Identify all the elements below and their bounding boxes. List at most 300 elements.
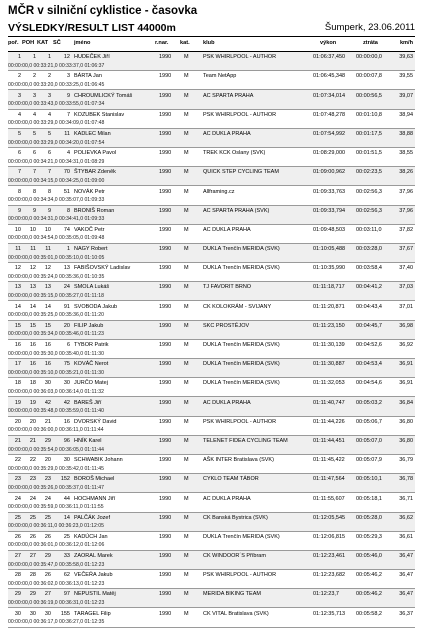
- finish-time: 01:12:06,815: [313, 533, 346, 540]
- gender-position: 5: [32, 130, 36, 137]
- time-gap: 00:05:10,1: [356, 476, 382, 483]
- finish-time: 01:11:30,887: [313, 361, 345, 368]
- average-speed: 36,91: [399, 361, 413, 368]
- split-times: 00:00:00,0 00:33:29,0 00:34:09,0 01:07:48: [8, 120, 105, 127]
- category-position: 27: [44, 591, 51, 598]
- start-number: 8: [66, 207, 70, 214]
- time-gap: 00:05:06,7: [356, 418, 382, 425]
- start-number: 155: [60, 610, 70, 617]
- category: M: [184, 169, 189, 176]
- category-position: 2: [47, 73, 51, 80]
- category-position: 15: [44, 322, 51, 329]
- average-speed: 37,01: [399, 303, 413, 310]
- position: 20: [14, 418, 21, 425]
- club: DUKLA Trenčín MERIDA (SVK): [203, 265, 280, 272]
- position: 23: [14, 476, 21, 483]
- gender-position: 14: [29, 303, 36, 310]
- start-number: 20: [63, 322, 70, 329]
- category-position: 30: [44, 380, 51, 387]
- gender-position: 26: [29, 533, 36, 540]
- gender-position: 12: [29, 265, 36, 272]
- table-row: [8, 397, 415, 416]
- gender-position: 10: [29, 226, 36, 233]
- table-row: [8, 359, 415, 378]
- col-rnar: r.nar.: [155, 40, 169, 46]
- col-kat: KAT: [37, 40, 49, 46]
- position: 21: [14, 437, 21, 444]
- birth-year: 1990: [159, 92, 172, 99]
- gender-position: 19: [29, 399, 36, 406]
- finish-time: 01:12:23,682: [313, 572, 346, 579]
- birth-year: 1990: [159, 457, 172, 464]
- col-kmh: km/h: [399, 40, 413, 46]
- gender-position: 2: [32, 73, 36, 80]
- category: M: [184, 54, 189, 61]
- gender-position: 7: [32, 169, 36, 176]
- category-position: 14: [44, 303, 51, 310]
- rider-name: CHROUMLICKÝ Tomáš: [74, 92, 133, 99]
- split-times: 00:00:00,0 00:34:21,0 00:34:31,0 01:08:29: [8, 158, 105, 165]
- rider-name: FILIP Jakub: [74, 322, 104, 329]
- category: M: [184, 130, 189, 137]
- time-gap: 00:00:00,0: [356, 54, 382, 61]
- club: AC SPARTA PRAHA (SVK): [203, 207, 270, 214]
- gender-position: 30: [29, 610, 36, 617]
- rider-name: KOZUBEK Stanislav: [74, 111, 125, 118]
- average-speed: 39,55: [399, 73, 413, 80]
- average-speed: 36,92: [399, 342, 413, 348]
- gender-position: 8: [32, 188, 36, 195]
- finish-time: 01:12:35,713: [313, 610, 346, 617]
- split-times: 00:00:00,0 00:33:21,0 00:33:37,0 01:06:37: [8, 62, 105, 69]
- average-speed: 36,80: [399, 418, 413, 425]
- split-times: 00:00:00,0 00:35:54,0 00:36:05,0 01:11:44: [8, 446, 104, 453]
- category: M: [184, 92, 189, 99]
- time-gap: 00:05:58,2: [356, 610, 382, 617]
- category-position: 9: [47, 207, 51, 214]
- birth-year: 1990: [159, 495, 172, 502]
- finish-time: 01:11:47,564: [313, 476, 345, 483]
- club: PSK WHIRLPOOL - AUTHOR: [203, 418, 277, 425]
- birth-year: 1990: [159, 265, 172, 272]
- table-row: [8, 340, 415, 359]
- position: 6: [17, 150, 21, 157]
- start-number: 30: [63, 457, 70, 464]
- table-row: [8, 301, 415, 320]
- finish-time: 01:08:29,000: [313, 150, 346, 157]
- start-number: 75: [63, 361, 70, 368]
- start-number: 42: [63, 399, 70, 406]
- category: M: [184, 572, 189, 579]
- average-speed: 37,40: [399, 265, 413, 272]
- category: M: [184, 610, 189, 617]
- finish-time: 01:11:32,053: [313, 380, 345, 387]
- col-sc: SČ: [53, 40, 61, 46]
- gender-position: 1: [32, 54, 36, 61]
- category-position: 24: [44, 495, 51, 502]
- start-number: 96: [63, 437, 70, 444]
- club: DUKLA Trenčín MERIDA (SVK): [203, 533, 280, 540]
- time-gap: 00:04:43,4: [356, 303, 382, 310]
- col-poh: POH: [22, 40, 35, 46]
- club: PSK WHIRLPOOL - AUTHOR: [203, 111, 277, 118]
- time-gap: 00:04:52,6: [356, 342, 382, 348]
- split-times: 00:00:00,0 00:34:31,0 00:34:41,0 01:09:33: [8, 216, 105, 223]
- col-kat2: kat.: [180, 40, 190, 46]
- rider-name: FABIŠOVSKÝ Ladislav: [74, 265, 131, 272]
- rider-name: NEPUSTIL Matěj: [74, 591, 116, 598]
- birth-year: 1990: [159, 284, 172, 291]
- rider-name: KADLEC Milan: [74, 130, 111, 137]
- birth-year: 1990: [159, 169, 172, 176]
- birth-year: 1990: [159, 514, 172, 521]
- birth-year: 1990: [159, 322, 172, 329]
- position: 3: [17, 92, 21, 99]
- gender-position: 18: [29, 380, 36, 387]
- table-row: [8, 90, 415, 109]
- club: AC DUKLA PRAHA: [203, 226, 251, 233]
- table-row: [8, 417, 415, 436]
- finish-time: 01:11:18,717: [313, 284, 345, 291]
- rider-name: DVORSKÝ David: [74, 418, 117, 425]
- gender-position: 25: [29, 514, 36, 521]
- table-row: [8, 378, 415, 397]
- start-number: 13: [63, 265, 70, 272]
- start-number: 3: [66, 73, 70, 80]
- time-gap: 00:05:03,2: [356, 399, 382, 406]
- rider-name: TARAGEL Filip: [74, 610, 111, 617]
- category: M: [184, 207, 189, 214]
- rider-name: JURČO Matej: [74, 380, 108, 387]
- average-speed: 38,55: [399, 150, 413, 157]
- average-speed: 36,84: [399, 399, 413, 406]
- time-gap: 00:01:17,5: [356, 130, 382, 137]
- gender-position: 11: [30, 246, 36, 253]
- category: M: [184, 514, 189, 521]
- birth-year: 1990: [159, 342, 172, 348]
- start-number: 24: [63, 284, 70, 291]
- table-row: [8, 513, 415, 532]
- birth-year: 1990: [159, 476, 172, 483]
- birth-year: 1990: [159, 188, 172, 195]
- rider-name: BRONIŠ Roman: [74, 207, 115, 214]
- club: PSK WHIRLPOOL - AUTHOR: [203, 572, 277, 579]
- average-speed: 39,07: [399, 92, 413, 99]
- time-gap: 00:03:28,0: [356, 246, 382, 253]
- split-times: 00:00:00,0 00:34:54,0 00:35:05,0 01:09:48: [8, 235, 105, 242]
- birth-year: 1990: [159, 553, 172, 560]
- average-speed: 36,47: [399, 591, 413, 598]
- category: M: [184, 495, 189, 502]
- finish-time: 01:11:40,747: [313, 399, 345, 406]
- birth-year: 1990: [159, 591, 172, 598]
- time-gap: 00:04:54,6: [356, 380, 382, 387]
- col-ztrata: ztráta: [363, 40, 378, 46]
- category-position: 25: [44, 514, 51, 521]
- position: 9: [17, 207, 21, 214]
- club: Team NetApp: [203, 73, 237, 80]
- position: 25: [14, 514, 21, 521]
- birth-year: 1990: [159, 226, 172, 233]
- birth-year: 1990: [159, 111, 172, 118]
- club: PSK WHIRLPOOL - AUTHOR: [203, 54, 277, 61]
- split-times: 00:00:00,0 00:36:02,0 00:36:13,0 01:12:23: [8, 580, 105, 587]
- position: 15: [14, 322, 21, 329]
- average-speed: 36,61: [399, 533, 413, 540]
- table-row: [8, 263, 415, 282]
- club: CK WINDOOR´S Příbram: [203, 553, 266, 560]
- start-number: 6: [66, 342, 70, 348]
- birth-year: 1990: [159, 246, 172, 253]
- time-gap: 00:04:53,4: [356, 361, 382, 368]
- average-speed: 36,62: [399, 514, 413, 521]
- time-gap: 00:02:56,3: [356, 207, 382, 214]
- split-times: 00:00:00,0 00:35:24,0 00:35:36,0 01:10:35: [8, 273, 105, 280]
- average-speed: 36,47: [399, 553, 413, 560]
- split-times: 00:00:00,0 00:36:19,0 00:36:31,0 01:12:23: [8, 600, 105, 607]
- rider-name: NOVÁK Petr: [74, 188, 105, 195]
- split-times: 00:00:00,0 00:35:01,0 00:35:10,0 01:10:05: [8, 254, 105, 261]
- position: 16: [14, 342, 21, 348]
- rider-name: VAKOČ Petr: [74, 226, 105, 233]
- position: 4: [17, 111, 21, 118]
- category-position: 7: [47, 169, 51, 176]
- position: 29: [14, 591, 21, 598]
- start-number: 33: [63, 553, 70, 560]
- position: 12: [14, 265, 21, 272]
- gender-position: 23: [29, 476, 36, 483]
- average-speed: 38,88: [399, 130, 413, 137]
- split-times: 00:00:00,0 00:33:43,0 00:33:55,0 01:07:34: [8, 101, 105, 108]
- split-times: 00:00:00,0 00:36:17,0 00:36:27,0 01:12:35: [8, 619, 105, 626]
- birth-year: 1990: [159, 610, 172, 617]
- club: AC SPARTA PRAHA: [203, 92, 254, 99]
- finish-time: 01:07:54,992: [313, 130, 346, 137]
- start-number: 4: [66, 150, 70, 157]
- time-gap: 00:01:10,8: [356, 111, 382, 118]
- table-row: [8, 532, 415, 551]
- finish-time: 01:11:23,150: [313, 322, 345, 329]
- table-row: [8, 282, 415, 301]
- category: M: [184, 361, 189, 368]
- place-date: Šumperk, 23.06.2011: [324, 22, 415, 33]
- gender-position: 16: [29, 361, 36, 368]
- table-row: [8, 244, 415, 263]
- split-times: 00:00:00,0 00:34:15,0 00:34:25,0 01:09:00: [8, 177, 105, 184]
- table-row: [8, 186, 415, 205]
- category: M: [184, 553, 189, 560]
- average-speed: 36,78: [399, 476, 413, 483]
- club: AC DUKLA PRAHA: [203, 399, 251, 406]
- average-speed: 36,80: [399, 437, 413, 444]
- table-row: [8, 455, 415, 474]
- split-times: 00:00:00,0 00:33:20,0 00:33:25,0 01:06:45: [8, 81, 105, 88]
- category-position: 13: [44, 284, 51, 291]
- finish-time: 01:11:55,607: [313, 495, 345, 502]
- table-row: [8, 225, 415, 244]
- club: CK KOLOKRÁM - SVIJANY: [203, 303, 272, 310]
- position: 5: [17, 130, 21, 137]
- position: 1: [17, 54, 21, 61]
- gender-position: 27: [29, 553, 36, 560]
- time-gap: 00:01:51,5: [356, 150, 382, 157]
- average-speed: 37,96: [399, 188, 413, 195]
- position: 13: [14, 284, 21, 291]
- category: M: [184, 476, 189, 483]
- finish-time: 01:07:48,278: [313, 111, 346, 118]
- average-speed: 38,94: [399, 111, 413, 118]
- birth-year: 1990: [159, 418, 172, 425]
- start-number: 9: [66, 92, 70, 99]
- table-row: [8, 474, 415, 493]
- finish-time: 01:10:35,990: [313, 265, 346, 272]
- category: M: [184, 533, 189, 540]
- start-number: 91: [63, 303, 70, 310]
- finish-time: 01:09:33,794: [313, 207, 346, 214]
- category-position: 6: [47, 150, 51, 157]
- rider-name: SMOLA Lukáš: [74, 284, 110, 291]
- club: DUKLA Trenčín MERIDA (SVK): [203, 246, 280, 253]
- birth-year: 1990: [159, 303, 172, 310]
- category: M: [184, 303, 189, 310]
- rider-name: KADÚCH Jan: [74, 533, 108, 540]
- category-position: 30: [44, 610, 51, 617]
- finish-time: 01:09:00,962: [313, 169, 346, 176]
- category-position: 29: [44, 437, 51, 444]
- finish-time: 01:12:05,545: [313, 514, 346, 521]
- table-row: [8, 436, 415, 455]
- rider-name: SCHWABIK Johann: [74, 457, 123, 464]
- rider-name: HOCHMANN Jiří: [74, 495, 116, 502]
- time-gap: 00:03:58,4: [356, 265, 382, 272]
- finish-time: 01:11:44,451: [313, 437, 345, 444]
- category-position: 26: [44, 572, 51, 579]
- birth-year: 1990: [159, 207, 172, 214]
- category-position: 20: [44, 457, 51, 464]
- birth-year: 1990: [159, 437, 172, 444]
- table-row: [8, 167, 415, 186]
- split-times: 00:00:00,0 00:35:15,0 00:35:27,0 01:11:18: [8, 293, 104, 300]
- finish-time: 01:06:45,348: [313, 73, 346, 80]
- category-position: 23: [44, 476, 51, 483]
- finish-time: 01:06:37,450: [313, 54, 346, 61]
- split-times: 00:00:00,0 00:36:01,0 00:36:12,0 01:12:06: [8, 542, 105, 549]
- rider-name: HUDEČEK Jiří: [74, 54, 110, 61]
- time-gap: 00:05:46,2: [356, 572, 382, 579]
- club: TELENET FIDEA CYCLING TEAM: [203, 437, 288, 444]
- start-number: 16: [63, 418, 70, 425]
- split-times: 00:00:00,0 00:36:11,0 00:36:23,0 01:12:05: [8, 523, 104, 530]
- average-speed: 36,47: [399, 572, 413, 579]
- table-row: [8, 206, 415, 225]
- category-position: 29: [44, 553, 51, 560]
- club: AC DUKLA PRAHA: [203, 495, 251, 502]
- category-position: 11: [45, 246, 51, 253]
- position: 14: [14, 303, 21, 310]
- position: 7: [17, 169, 21, 176]
- category: M: [184, 73, 189, 80]
- position: 26: [14, 533, 21, 540]
- rider-name: BAREŠ Jiří: [74, 399, 102, 406]
- rider-name: ZAORAL Marek: [74, 553, 113, 560]
- gender-position: 16: [29, 342, 36, 348]
- gender-position: 28: [29, 572, 36, 579]
- split-times: 00:00:00,0 00:35:48,0 00:35:59,0 01:11:40: [8, 408, 104, 415]
- rider-name: ŠTYBAR Zdeněk: [74, 169, 116, 176]
- split-times: 00:00:00,0 00:35:26,0 00:35:37,0 01:11:47: [8, 484, 104, 491]
- category-position: 26: [44, 533, 51, 540]
- gender-position: 24: [29, 495, 36, 502]
- rider-name: SVOBODA Jakub: [74, 303, 118, 310]
- finish-time: 01:11:20,871: [313, 303, 345, 310]
- rider-name: TYBOR Patrik: [74, 342, 109, 348]
- table-row: [8, 551, 415, 570]
- start-number: 51: [63, 188, 70, 195]
- birth-year: 1990: [159, 572, 172, 579]
- table-row: [8, 321, 415, 340]
- start-number: 62: [63, 572, 70, 579]
- birth-year: 1990: [159, 150, 172, 157]
- table-row: [8, 589, 415, 608]
- club: Allframing.cz: [203, 188, 235, 195]
- finish-time: 01:12:23,7: [313, 591, 339, 598]
- position: 27: [14, 553, 21, 560]
- category-position: 4: [47, 111, 51, 118]
- time-gap: 00:00:07,8: [356, 73, 382, 80]
- finish-time: 01:11:45,422: [313, 457, 345, 464]
- split-times: 00:00:00,0 00:33:29,0 00:34:20,0 01:07:54: [8, 139, 105, 146]
- gender-position: 9: [32, 207, 36, 214]
- club: MERIDA BIKING TEAM: [203, 591, 261, 598]
- category-position: 21: [44, 418, 51, 425]
- finish-time: 01:09:48,503: [313, 226, 346, 233]
- birth-year: 1990: [159, 361, 172, 368]
- birth-year: 1990: [159, 380, 172, 387]
- average-speed: 37,03: [399, 284, 413, 291]
- time-gap: 00:05:07,9: [356, 457, 382, 464]
- category: M: [184, 150, 189, 157]
- position: 17: [14, 361, 21, 368]
- average-speed: 38,26: [399, 169, 413, 176]
- category-position: 8: [47, 188, 51, 195]
- header-divider: [8, 36, 415, 37]
- table-header: [8, 38, 415, 50]
- club: CK VITAL Bratislava (SVK): [203, 610, 269, 617]
- table-row: [8, 148, 415, 167]
- table-row: [8, 71, 415, 90]
- category: M: [184, 399, 189, 406]
- table-row: [8, 608, 415, 627]
- rider-name: KOVÁČ Nerot: [74, 361, 109, 368]
- club: CK Banská Bystrica (SVK): [203, 514, 268, 521]
- birth-year: 1990: [159, 54, 172, 61]
- time-gap: 00:05:29,3: [356, 533, 382, 540]
- rider-name: PALČÁK Jozef: [74, 514, 110, 521]
- start-number: 97: [63, 591, 70, 598]
- category: M: [184, 265, 189, 272]
- split-times: 00:00:00,0 00:35:10,0 00:35:21,0 01:11:30: [8, 369, 104, 376]
- finish-time: 01:12:23,461: [313, 553, 346, 560]
- birth-year: 1990: [159, 130, 172, 137]
- start-number: 1: [66, 246, 70, 253]
- category: M: [184, 342, 189, 348]
- average-speed: 36,91: [399, 380, 413, 387]
- page-title: MČR v silniční cyklistice - časovka: [8, 5, 198, 17]
- time-gap: 00:02:23,5: [356, 169, 382, 176]
- gender-position: 4: [32, 111, 36, 118]
- table-row: [8, 110, 415, 129]
- club: AC DUKLA PRAHA: [203, 130, 251, 137]
